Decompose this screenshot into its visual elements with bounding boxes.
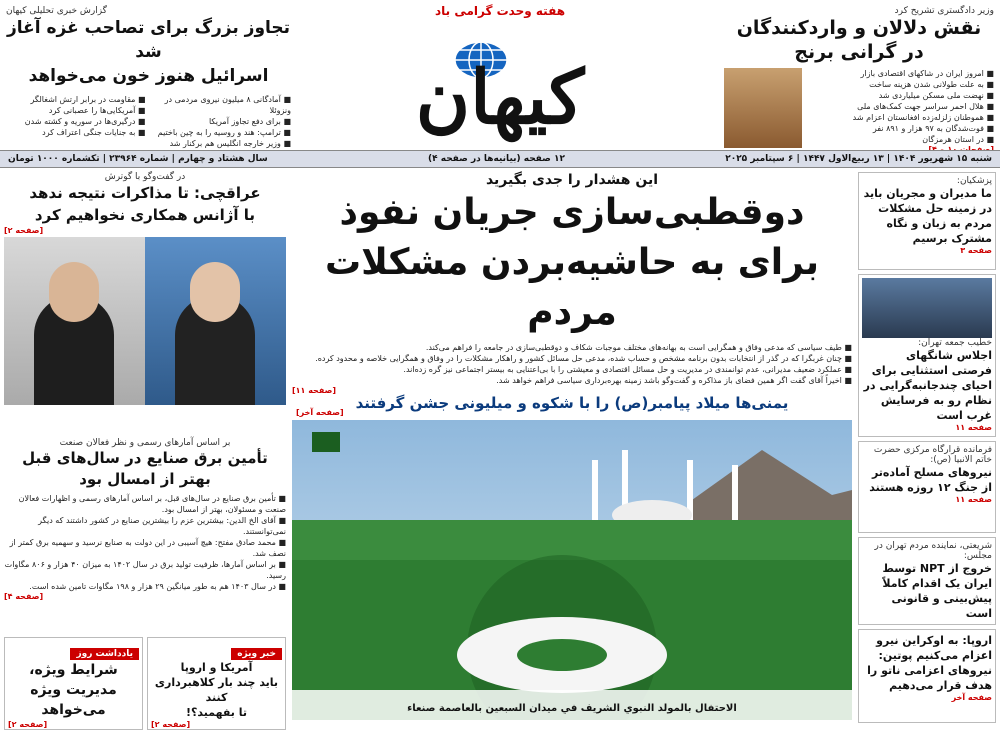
main-headline-2: برای به حاشیه‌بردن مشکلات مردم [324,242,820,333]
issue-line: سال هشتاد و چهارم | شماره ۲۳۹۶۴ | تکشماره ۱۰۰۰ تومان [8,154,268,164]
right-story-4-headline: خروج از NPT توسط ایران یک اقدام کاملاً پیش‌بینی و قانونی است [882,562,992,620]
araghchi-kicker: در گفت‌وگو با گوترش [104,172,186,182]
pages-line: ۱۲ صفحه (بیانیه‌ها در صفحه ۴) [427,154,565,164]
top-left-bullet: ■ آمریکایی‌ها را عصبانی کرد [48,106,146,115]
right-story-2[interactable] [858,274,996,437]
main-lead: ■ عملکرد ضعیف مدیرانی، عدم توانمندی در مدیریت و حل مسائل اقتصادی و معیشتی را با بی‌اعتنایی به بیستر اجتماعی نیز گره زده‌اند. [403,365,852,374]
slogan: هفته وحدت گرامی باد [434,4,566,18]
right-story-1[interactable] [858,172,996,270]
top-right-bullet: ■ به علت طولانی شدن هزینه ساخت [869,80,994,89]
main-kicker: این هشدار را جدی بگیرید [485,172,659,188]
photo-headline-block[interactable] [292,392,852,420]
top-left-kicker: گزارش خبری تحلیلی کیهان [6,6,107,16]
araghchi-story[interactable] [4,172,286,405]
preacher-photo [862,278,992,338]
date-line: شنبه ۱۵ شهریور ۱۴۰۴ | ۱۳ ربیع‌الاول ۱۴۴۷ | ۶ سپتامبر ۲۰۲۵ [725,154,992,164]
right-story-5-headline: اروپا: به اوکراین نیرو اعزام می‌کنیم پوتین: نیروهای اعزامی ناتو را هدف قرار می‌دهیم [867,634,992,692]
top-left-bullet: ■ آمادگانی ۸ میلیون نیروی مردمی در ونزوئلا [164,95,291,115]
electricity-story[interactable] [4,438,286,601]
araghchi-headline-2: با آژانس همکاری نخواهیم کرد [34,206,256,224]
araghchi-photos [4,237,286,405]
right-story-5-ref[interactable]: صفحه آخر [951,693,992,702]
electricity-ref[interactable]: [صفحه ۴] [4,592,44,601]
electricity-body: ■ محمد صادق مفتح: هیچ آسیبی در این دولت به صنایع نرسید و سهمیه برق کمتر از نصف شد. [9,538,286,558]
right-story-3-ref[interactable]: صفحه ۱۱ [955,495,992,504]
top-left-headline-1: تجاوز بزرگ برای تصاحب غزه آغاز شد [6,18,291,62]
araghchi-photo [4,237,145,405]
top-right-bullet: ■ در استان هرمزگان [922,135,994,144]
right-story-1-kicker: پزشکیان: [956,176,992,186]
editorial-tag: یادداشت روز [70,648,139,660]
right-story-5[interactable] [858,629,996,723]
electricity-body: ■ بر اساس آمارها، ظرفیت تولید برق در سال ۱۴۰۲ به میزان ۴۰ هزار و ۸۰۶ مگاوات رسید. [4,560,286,580]
top-right-bullet: ■ امروز ایران در شاکهای اقتصادی بازار [860,69,994,78]
special-news-headline-1: آمریکا و اروپا [180,661,253,674]
electricity-headline-2: بهتر از امسال بود [79,470,211,488]
electricity-headline-1: تأمین برق صنایع در سال‌های قبل [22,449,268,467]
right-story-1-ref[interactable]: صفحه ۳ [960,246,992,255]
masthead [335,4,665,149]
main-story[interactable] [292,172,852,395]
guterres-photo [145,237,286,405]
right-column [858,172,996,732]
right-story-2-ref[interactable]: صفحه ۱۱ [955,423,992,432]
top-right-bullet: ■ هلال احمر سراسر جهت کمک‌های ملی [857,102,994,111]
right-story-2-kicker: خطیب جمعه تهران: [918,338,992,348]
main-lead: ■ اخیراً آقای گفت اگر همین فضای باز مذاکره و گفت‌وگو باشد زمینه بهره‌برداری سیاسی فراهم خواهد شد. [496,376,852,385]
araghchi-ref[interactable]: [صفحه ۲] [4,226,44,235]
editorial-ref[interactable]: [صفحه ۲] [8,720,48,729]
top-left-bullet: ■ وزیر خارجه انگلیس هم برکنار شد [169,139,291,148]
crowd-image [292,420,852,720]
rice-photo [724,68,802,148]
top-left-bullet: ■ به جنایات جنگی اعتراف کرد [42,128,146,137]
editorial-headline-1: شرایط ویژه، [29,662,118,678]
top-right-bullet: ■ فوت‌شدگان به ۹۷ هزار و ۸۹۱ نفر [872,124,994,133]
electricity-body: ■ تأمین برق صنایع در سال‌های قبل، بر اساس آمارهای رسمی و اظهارات فعالان صنعت و مسئولان، بهتر از امسال بود. [18,494,286,514]
special-news-ref[interactable]: [صفحه ۲] [151,720,191,729]
top-right-story[interactable] [724,6,994,154]
top-right-bullet: ■ نهضت ملی مسکن میلیاردی شد [878,91,994,100]
date-band [0,150,1000,168]
special-news-tag: خبر ویژه [231,648,282,660]
top-left-story[interactable] [6,6,291,149]
right-story-3[interactable] [858,441,996,533]
editorial-box[interactable] [4,637,143,730]
photo-page-ref[interactable]: [صفحه آخر] [296,408,344,417]
top-right-kicker: وزیر دادگستری تشریح کرد [894,6,994,16]
top-left-bullet: ■ برای دفع تجاوز آمریکا [208,117,291,126]
top-left-bullet: ■ درگیری‌ها در سوریه و کشته شدن [24,117,146,126]
araghchi-headline-1: عراقچی: تا مذاکرات نتیجه ندهد [29,184,261,202]
special-news-headline-3: تا بفهمید؟! [185,706,247,719]
top-left-headline-2: اسرائیل هنوز خون می‌خواهد [28,66,269,86]
top-right-headline-1: نقش دلالان و واردکنندگان [736,17,982,39]
right-story-2-headline: اجلاس شانگهای فرصتی استثنایی برای احیای چندجانبه‌گرایی در نظام رو به فرسایش غرب است [863,349,992,422]
right-story-3-kicker: فرمانده قرارگاه مرکزی حضرت خاتم الانبیا (ص): [873,445,992,465]
main-lead: ■ چنان غربگرا که در گذر از انتخابات بدون برنامه مشخص و حساب شده، مدعی حل مسائل کشور و راهکار مشکلات را در وفاق و همگرایی خلاصه و محدود کرده. [315,354,852,363]
right-story-4-kicker: شریعتی، نماینده مردم تهران در مجلس: [874,541,992,561]
right-story-4[interactable] [858,537,996,625]
special-news-headline-2: باید چند بار کلاهبرداری کنند [154,676,279,704]
main-page-ref[interactable]: [صفحه ۱۱] [292,386,336,395]
photo-caption: الاحتفال بالمولد النبوي الشريف في ميدان السبعين بالعاصمة صنعاء [407,703,737,714]
top-right-bullet: ■ هموطنان زلزله‌زده افغانستان اعزام شد [852,113,994,122]
yemen-photo [292,420,852,720]
right-story-3-headline: نیروهای مسلح آماده‌تر از جنگ ۱۲ روزه هستند [869,466,992,494]
special-news-box[interactable] [147,637,286,730]
electricity-kicker: بر اساس آمارهای رسمی و نظر فعالان صنعت [59,438,231,448]
top-right-headline-2: در گرانی برنج [794,41,924,63]
electricity-body: ■ آقای الخ الدین: بیشترین عزم را بیشترین صنایع در کشور داشتند که دیگر نمی‌توانستند. [38,516,286,536]
top-left-bullet: ■ مقاومت در برابر ارتش اشغالگر [30,95,146,104]
electricity-body: ■ در سال ۱۴۰۳ هم به طور میانگین ۲۹ هزار و ۱۹۸ مگاوات تامین شده است. [29,582,286,591]
logo: کیهان [415,55,585,141]
main-headline-1: دوقطبی‌سازی جریان نفوذ [339,192,805,233]
main-lead: ■ طیف سیاسی که مدعی وفاق و همگرایی است به بهانه‌های مختلف موجبات شکاف و دوقطبی‌سازی در جامعه را فراهم می‌کند. [425,343,852,352]
photo-headline: یمنی‌ها میلاد پیامبر(ص) را با شکوه و میلیونی جشن گرفتند [355,394,789,412]
top-left-bullet: ■ ترامپ: هند و روسیه را به چین باختیم [157,128,291,137]
right-story-1-headline: ما مدیران و مجریان باید در زمینه حل مشکلات مردم به زبان و نگاه مشترک برسیم [863,187,992,245]
editorial-headline-2: مدیریت ویژه می‌خواهد [30,682,117,718]
